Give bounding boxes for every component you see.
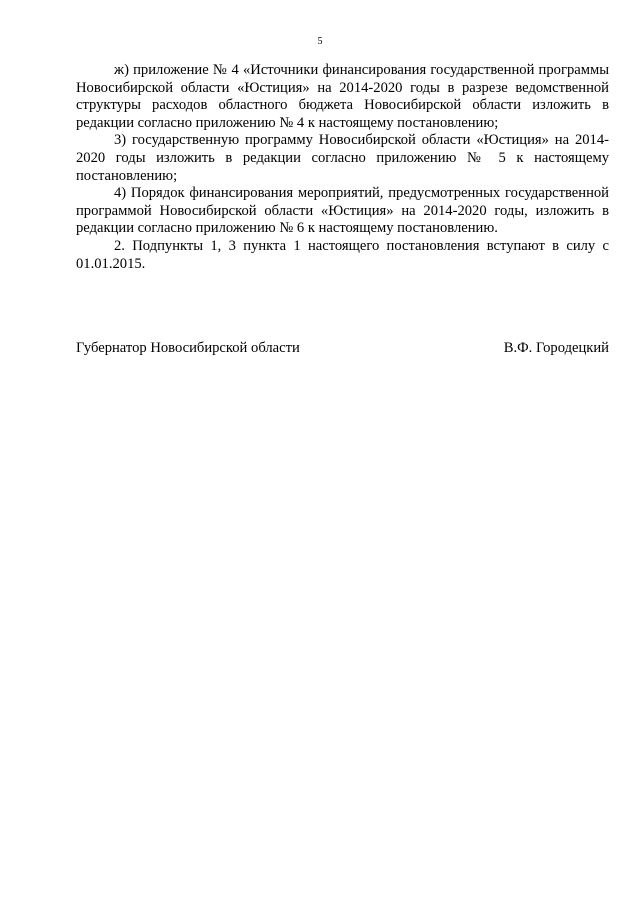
page-number: 5 xyxy=(317,36,323,47)
paragraph-appendix-4: ж) приложение № 4 «Источники финансирования государственной программы Новосибирской области «Юстиция» на 2014-2020 годы в разрезе ведомственной структуры расходов областного бюджета Новосибирской области изложить в редакции согласно приложению № 4 к настоящему постановлению; xyxy=(76,62,609,131)
paragraph-effective-date: 2. Подпункты 1, 3 пункта 1 настоящего постановления вступают в силу с 01.01.2015. xyxy=(76,237,609,272)
signatory-position: Губернатор Новосибирской области xyxy=(76,340,300,356)
paragraph-financing-procedure: 4) Порядок финансирования мероприятий, предусмотренных государственной программой Новосибирской области «Юстиция» на 2014-2020 годы, изложить в редакции согласно приложению № 6 к настоящему постановлению. xyxy=(76,185,609,237)
signature-block xyxy=(76,340,609,358)
signatory-name: В.Ф. Городецкий xyxy=(503,340,609,356)
paragraph-program-update: 3) государственную программу Новосибирской области «Юстиция» на 2014-2020 годы изложить в редакции согласно приложению № 5 к настоящему постановлению; xyxy=(76,132,609,184)
document-body xyxy=(76,62,609,273)
